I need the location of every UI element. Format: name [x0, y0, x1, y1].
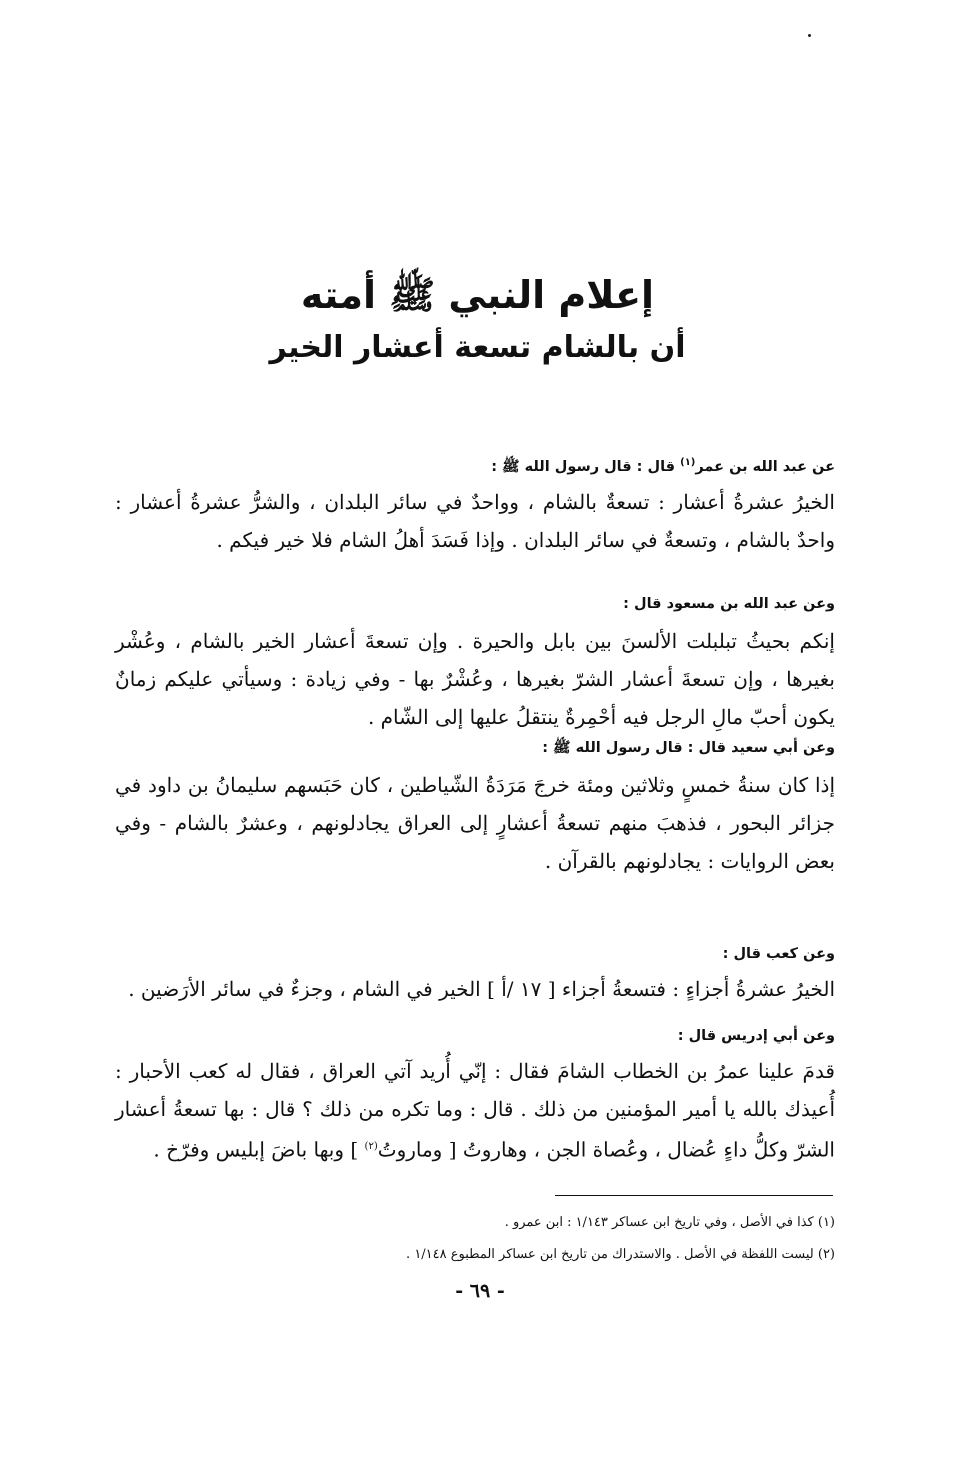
narration-intro-1	[115, 452, 835, 478]
footnote-ref: (١)	[680, 457, 696, 468]
narration-intro-2: وعن عبد الله بن مسعود قال :	[623, 596, 835, 612]
chapter-title	[100, 266, 855, 372]
hadith-body-4: الخيرُ عشرةُ أجزاءٍ : فتسعةُ أجزاء [ ١٧ /أ ] الخير في الشام ، وجزءٌ في سائر الأرَضين .	[128, 977, 835, 1001]
body-text: قدمَ علينا عمرُ بن الخطاب الشامَ فقال : إنّي أُريد آتي العراق ، فقال له كعب الأحبار : أُعيذك بالله يا أمير المؤمنين من ذلك . قال : وما تكره من ذلك ؟ قال : بها تسعةُ أعشار الشرّ وكلُّ داءٍ عُضال ، وعُصاة الجن ، وهاروتُ [ وماروتُ	[115, 1059, 835, 1162]
page-number: - ٦٩ -	[455, 1280, 505, 1302]
footnote-divider	[555, 1195, 833, 1196]
speck	[808, 34, 811, 37]
title-sub: أن بالشام تسعة أعشار الخير	[269, 330, 686, 365]
body-text-end: ] وبها باضَ إبليس وفرّخ .	[153, 1137, 359, 1162]
hadith-body-3: إذا كان سنةُ خمسٍ وثلاثين ومئة خرجَ مَرَدَةُ الشّياطين ، كان حَبَسهم سليمانُ بن داود في جزائر البحور ، فذهبَ منهم تسعةُ أعشارٍ إلى العراق يجادلونهم ، وعشرٌ بالشام - وفي بعض الروايات : يجادلونهم بالقرآن .	[115, 773, 835, 873]
intro-text-rest: قال : قال رسول الله ﷺ :	[491, 458, 676, 475]
hadith-body-2: إنكم بحيثُ تبلبلت الألسنَ بين بابل والحيرة . وإن تسعةَ أعشار الخير بالشام ، وعُشْر بغيرها ، وإن تسعةَ أعشار الشرّ بغيرها ، وعُشْرٌ بها - وفي زيادة : وسيأتي عليكم زمانٌ يكون أحبّ مالِ الرجل فيه أحْمِرةٌ ينتقلُ عليها إلى الشّام .	[115, 629, 835, 729]
intro-text: عن عبد الله بن عمر	[695, 458, 835, 475]
footnote-1: (١) كذا في الأصل ، وفي تاريخ ابن عساكر ١/١٤٣ : ابن عمرو .	[504, 1215, 835, 1230]
narration-intro-3: وعن أبي سعيد قال : قال رسول الله ﷺ :	[542, 740, 835, 756]
title-main: إعلام النبي ﷺ أمته	[300, 273, 655, 317]
hadith-body-1: الخيرُ عشرةُ أعشار : تسعةٌ بالشام ، وواحدٌ في سائر البلدان ، والشرُّ عشرةُ أعشار : واحدٌ بالشام ، وتسعةٌ في سائر البلدان . وإذا فَسَدَ أهلُ الشام فلا خير فيكم .	[115, 490, 835, 552]
footnote-ref: (٢)	[364, 1141, 378, 1152]
narration-intro-4: وعن كعب قال :	[722, 946, 835, 962]
footnote-2: (٢) ليست اللفظة في الأصل . والاستدراك من تاريخ ابن عساكر المطبوع ١/١٤٨ .	[406, 1247, 835, 1262]
narration-intro-5: وعن أبي إدريس قال :	[677, 1028, 835, 1044]
hadith-body-5	[115, 1052, 835, 1169]
